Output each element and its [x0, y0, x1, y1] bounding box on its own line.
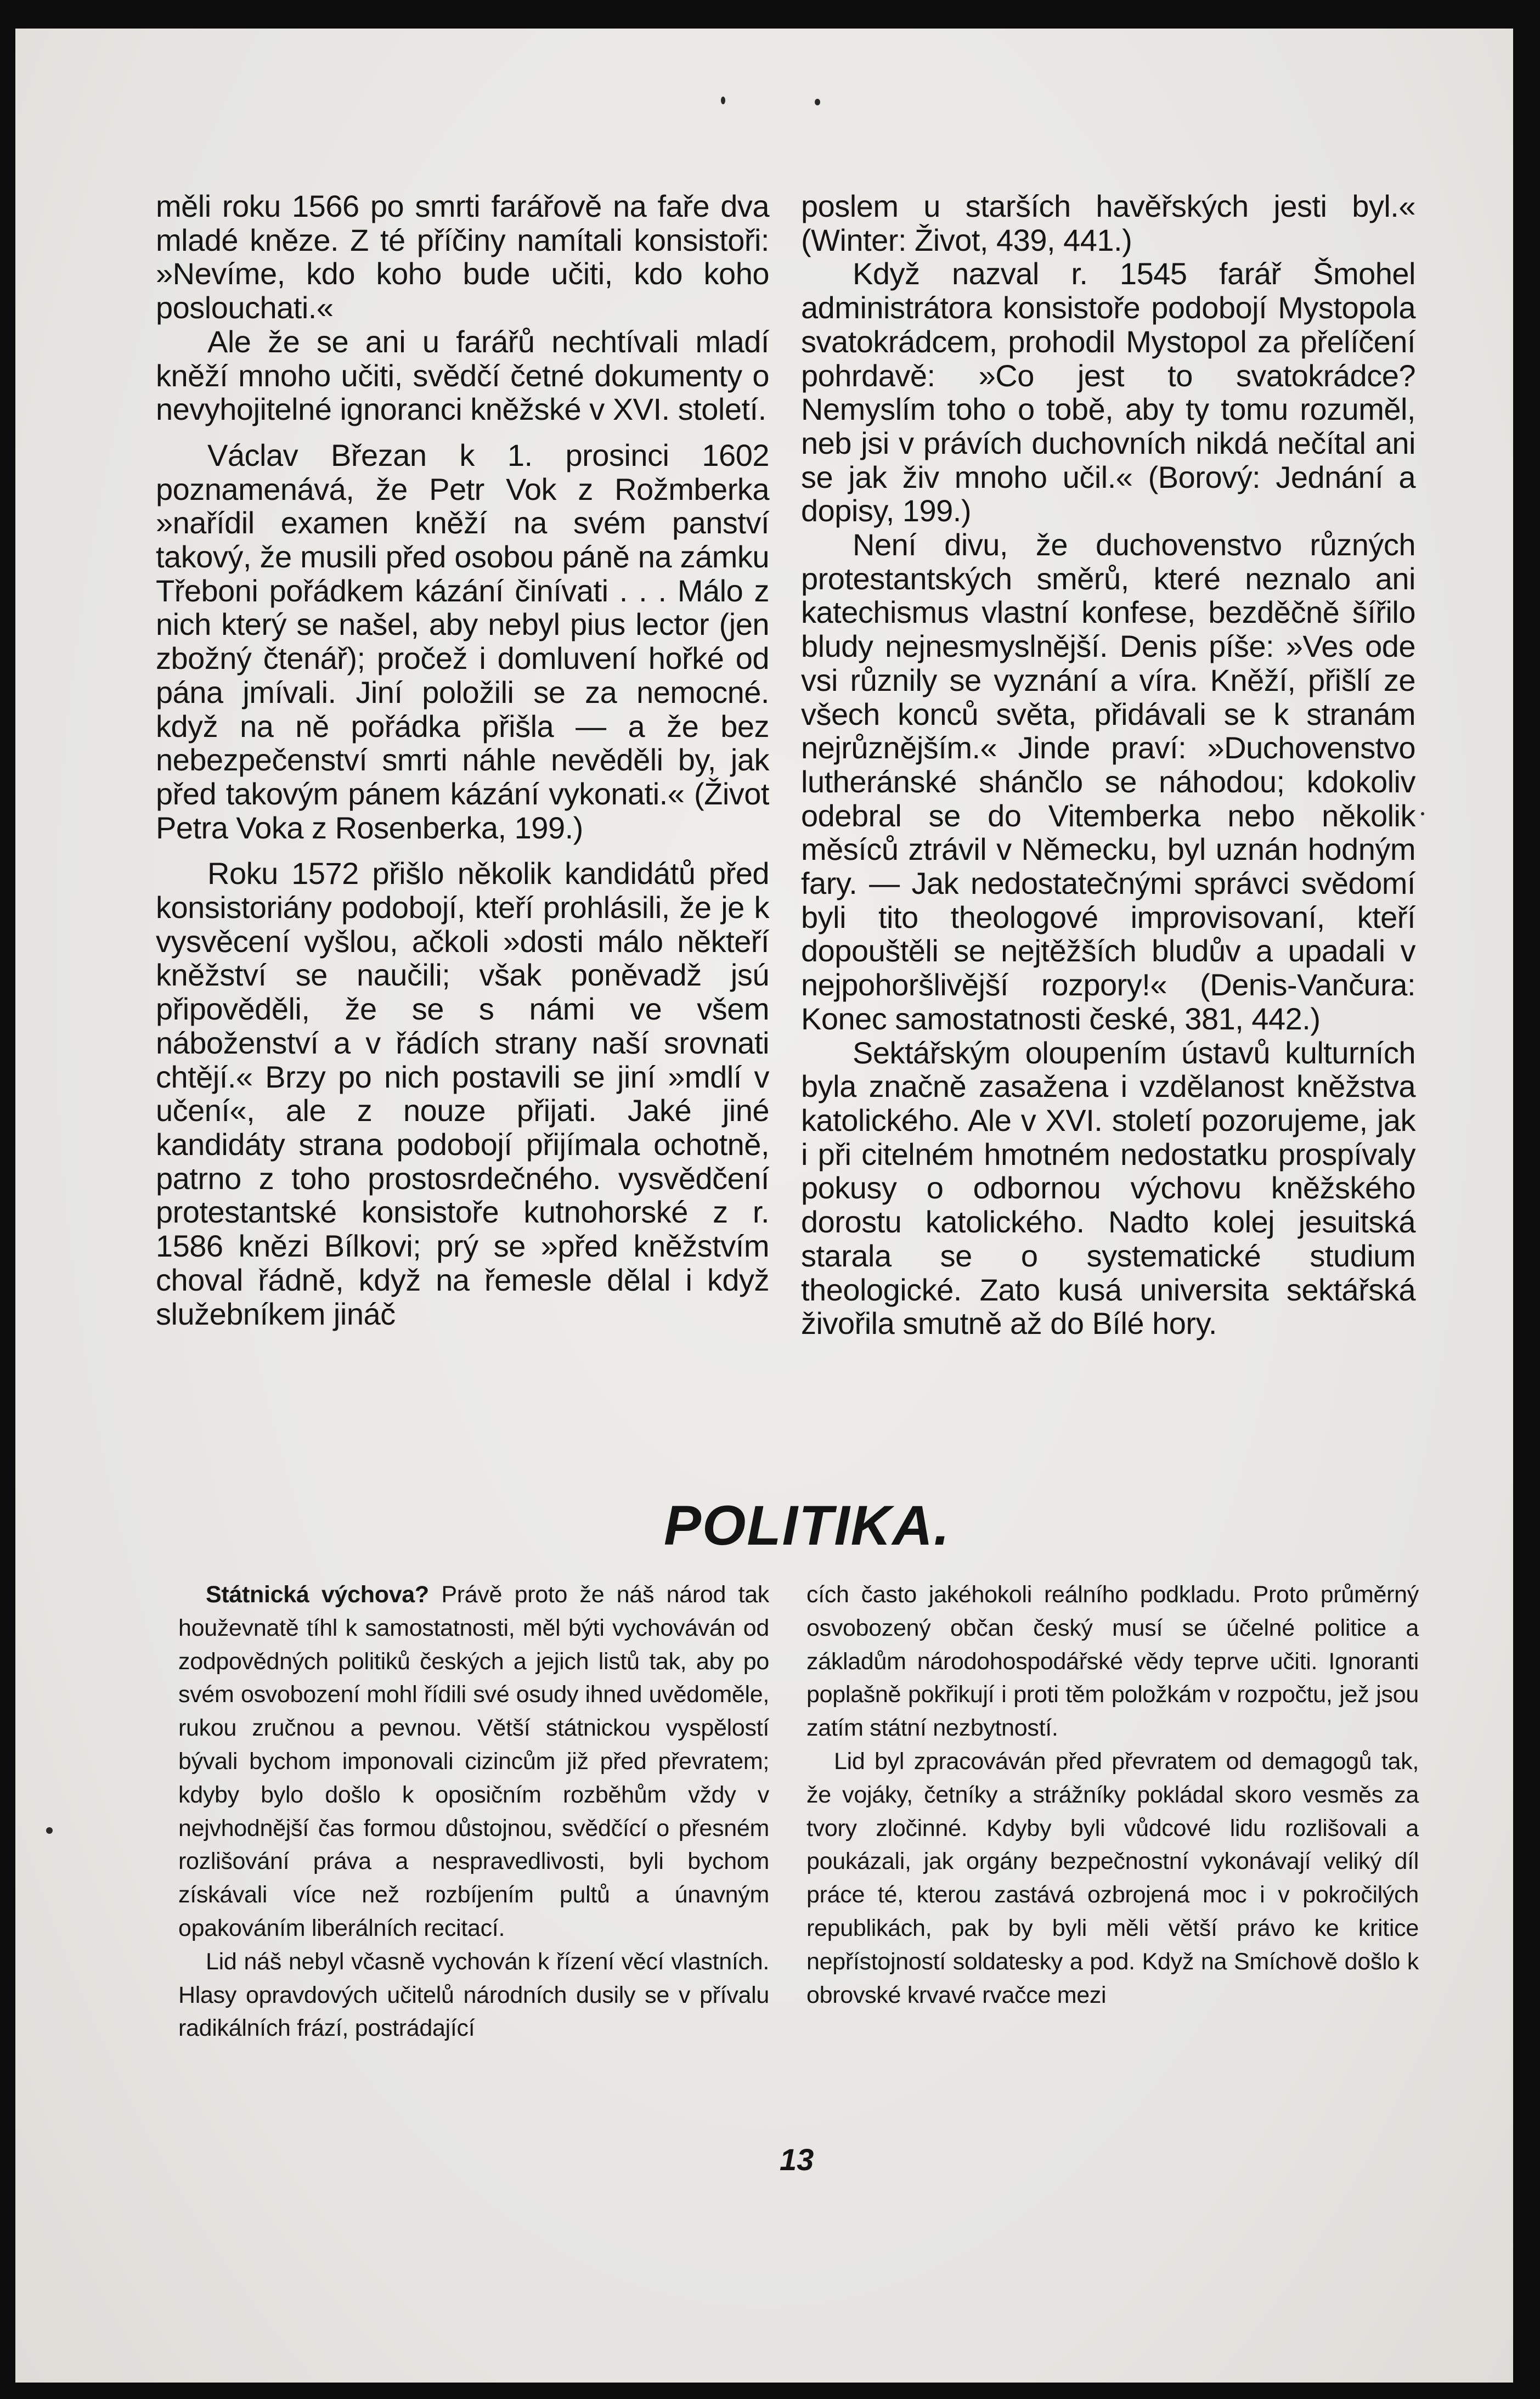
paragraph: měli roku 1566 po smrti farářově na faře dva mladé kněze. Z té příčiny namítali konsistoři: »Nevíme, kdo koho bude učiti, kdo koho poslouchati.«	[156, 189, 769, 325]
paragraph: Není divu, že duchovenstvo různých protestantských směrů, které neznalo ani katechismus vlastní konfese, bezděčně šířilo bludy nejnesmyslnější. Denis píše: »Ves ode vsi různily se vyznání a víra. Kněží, přišlí ze všech konců světa, přidávali se k stranám nejrůznějším.« Jinde praví: »Duchovenstvo lutheránské shánčlo se náhodou; kdokoliv odebral se do Vitemberka nebo několik měsíců ztrávil v Německu, byl uznán hodným fary. — Jak nedostatečnými správci svědomí byli tito theologové improvisovaní, kteří dopouštěli se nejtěžších bludův a upadali v nejpohoršlivější rozpory!« (Denis-Vančura: Konec samostatnosti české, 381, 442.)	[801, 527, 1415, 1036]
paragraph: Když nazval r. 1545 farář Šmohel administrátora konsistoře podobojí Mystopola svatokrádcem, prohodil Mystopol za přelíčení pohrdavě: »Co jest to svatokrádce? Nemyslím toho o tobě, aby ty tomu rozuměl, neb jsi v právích duchovních nikdá nečítal ani se jak živ mnoho učil.« (Borový: Jednání a dopisy, 199.)	[801, 256, 1415, 528]
paragraph: Václav Březan k 1. prosinci 1602 poznamenává, že Petr Vok z Rožmberka »nařídil examen kněží na svém panství takový, že musili před osobou páně na zámku Třeboni pořádkem kázání činívati . . . Málo z nich který se našel, aby nebyl pius lector (jen zbožný čtenář); pročež i domluvení hořké od pána jmívali. Jiní položili se za nemocné. když na ně pořádka přišla — a že bez nebezpečenství smrti náhle nevěděli by, jak před takovým pánem kázání vykonati.« (Život Petra Voka z Rosenberka, 199.)	[156, 437, 769, 845]
scan-speck	[46, 1827, 53, 1834]
section-heading: POLITIKA.	[664, 1494, 951, 1557]
scan-speck	[721, 97, 725, 104]
politika-right-column	[806, 1578, 1419, 2012]
article-lead: Státnická výchova?	[206, 1581, 429, 1608]
politika-paragraph: Lid byl zpracováván před převratem od demagogů tak, že vojáky, četníky a strážníky pokládal skoro vesměs za tvory zločinné. Kdyby byli vůdcové lidu rozlišovali a poukázali, jak orgány bezpečnostní vykonávají veliký díl práce té, kterou zastává ozbrojená moc i v pokročilých republikách, pak by byli měli větší právo ke kritice nepřístojností soldatesky a pod. Když na Smíchově došlo k obrovské krvavé rvačce mezi	[806, 1748, 1419, 2008]
paragraph: Roku 1572 přišlo několik kandidátů před konsistoriány podobojí, kteří prohlásili, že je k vysvěcení vyšlou, ačkoli »dosti málo někteří kněžství se naučili; však poněvadž jsú připověděli, že se s námi ve všem náboženství a v řádích strany naší srovnati chtějí.« Brzy po nich postavili se jiní »mdlí v učení«, ale z nouze přijati. Jaké jiné kandidáty strana podobojí přijímala ochotně, patrno z toho prostosrdečného. vysvědčení protestantské konsistoře kutnohorské z r. 1586 knězi Bílkovi; prý se »před kněžstvím choval řádně, když na řemesle dělal i když služebníkem jináč	[156, 856, 769, 1331]
upper-right-column	[801, 189, 1415, 1341]
politika-paragraph: Lid náš nebyl včasně vychován k řízení věcí vlastních. Hlasy opravdových učitelů národních dusily se v přívalu radikálních frází, postrádající	[178, 1948, 769, 2042]
scan-speck	[1421, 812, 1424, 815]
paragraph: Sektářským oloupením ústavů kulturních byla značně zasažena i vzdělanost kněžstva katolického. Ale v XVI. století pozorujeme, jak i při citelném hmotném nedostatku prospívaly pokusy o odbornou výchovu kněžského dorostu katolického. Nadto kolej jesuitská starala se o systematické studium theologické. Zato kusá universita sektářská živořila smutně až do Bílé hory.	[801, 1035, 1415, 1341]
paragraph: poslem u starších havěřských jesti byl.« (Winter: Život, 439, 441.)	[801, 189, 1415, 257]
politika-left-column	[178, 1578, 769, 2045]
scan-speck	[815, 99, 820, 105]
paragraph: Ale že se ani u farářů nechtívali mladí kněží mnoho učiti, svědčí četné dokumenty o nevyhojitelné ignoranci kněžské v XVI. století.	[156, 324, 769, 427]
upper-left-column	[156, 189, 769, 1331]
article-text: Právě proto že náš národ tak houževnatě tíhl k samostatnosti, měl býti vychováván od zodpovědných politiků českých a jejich listů tak, aby po svém osvobození mohl řídili své osudy ihned uvědoměle, rukou zručnou a pevnou. Větší státnickou vyspělostí bývali bychom imponovali cizincům již před převratem; kdyby bylo došlo k oposičním rozběhům vždy v nejvhodnější čas formou důstojnou, svědčící o přesném rozlišování práva a nespravedlivosti, byli bychom získávali více než rozbíjením pultů a únavným opakováním liberálních recitací.	[178, 1581, 770, 1941]
page-number: 13	[780, 2142, 814, 2177]
politika-paragraph: cích často jakéhokoli reálního podkladu. Proto průměrný osvobozený občan český musí se účelné politice a základům národohospodářské vědy teprve učiti. Ignoranti poplašně pokřikují i proti těm položkám v rozpočtu, jež jsou zatím státní nezbytností.	[806, 1581, 1419, 1742]
politika-paragraph	[178, 1578, 769, 1945]
